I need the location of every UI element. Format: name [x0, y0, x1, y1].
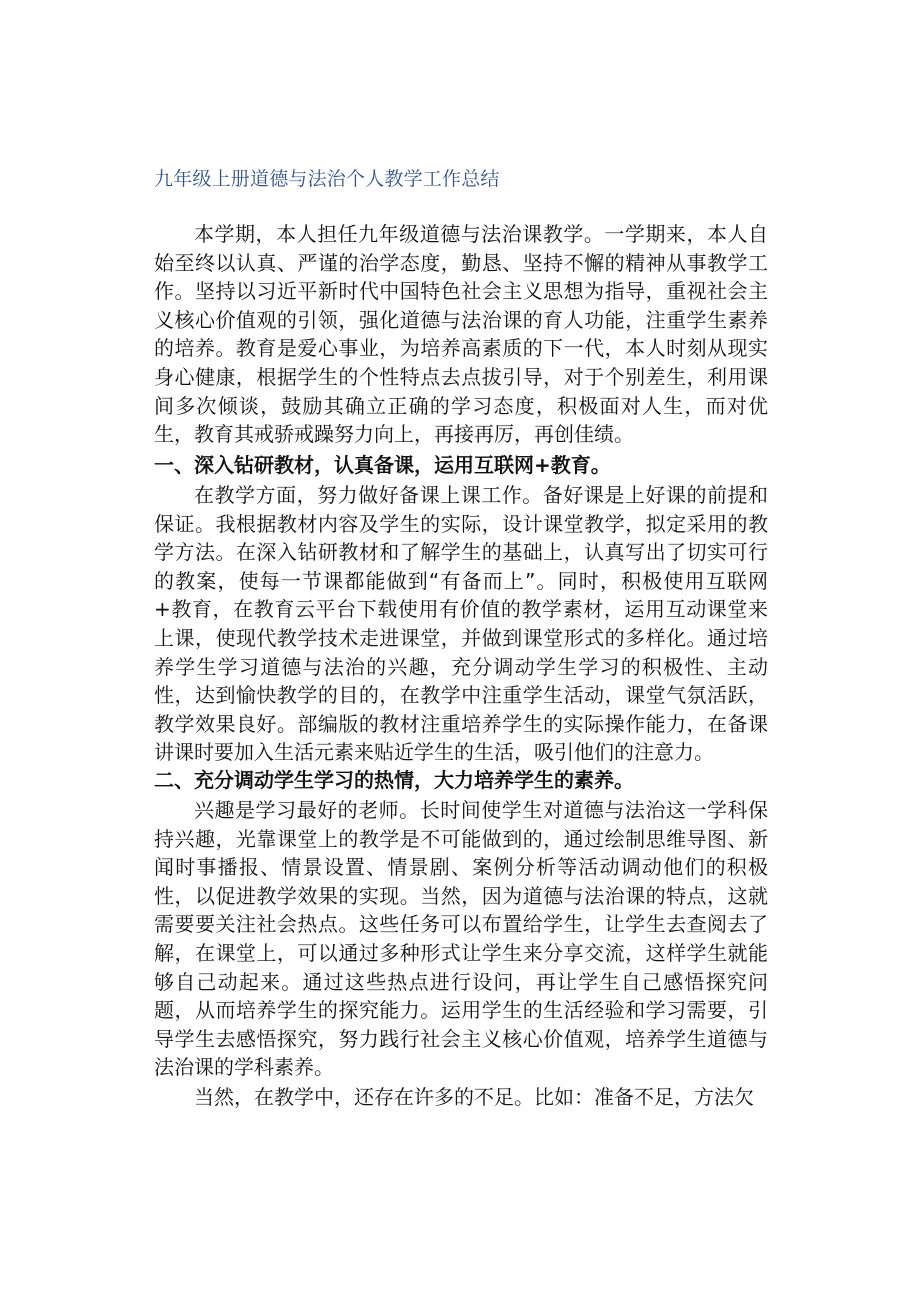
section-paragraph-1: 在教学方面，努力做好备课上课工作。备好课是上好课的前提和保证。我根据教材内容及学生的实际，设计课堂教学，拟定采用的教学方法。在深入钻研教材和了解学生的基础上，认真写出了切实可行的教案，使每一节课都能做到“有备而上”。同时，积极使用互联网+教育，在教育云平台下载使用有价值的教学素材，运用互动课堂来上课，使现代教学技术走进课堂，并做到课堂形式的多样化。通过培养学生学习道德与法治的兴趣，充分调动学生学习的积极性、主动性，达到愉快教学的目的，在教学中注重学生活动，课堂气氛活跃，教学效果良好。部编版的教材注重培养学生的实际操作能力，在备课讲课时要加入生活元素来贴近学生的生活，吸引他们的注意力。: [154, 483, 768, 765]
section-heading-2: 二、充分调动学生学习的热情，大力培养学生的素养。: [154, 768, 634, 792]
document-title: 九年级上册道德与法治个人教学工作总结: [154, 168, 500, 190]
intro-paragraph: 本学期，本人担任九年级道德与法治课教学。一学期来，本人自始至终以认真、严谨的治学态度，勤恳、坚持不懈的精神从事教学工作。坚持以习近平新时代中国特色社会主义思想为指导，重视社会主义核心价值观的引领，强化道德与法治课的育人功能，注重学生素养的培养。教育是爱心事业，为培养高素质的下一代，本人时刻从现实身心健康，根据学生的个性特点去点拔引导，对于个别差生，利用课间多次倾谈，鼓励其确立正确的学习态度，积极面对人生，而对优生，教育其戒骄戒躁努力向上，再接再厉，再创佳绩。: [154, 222, 768, 447]
closing-paragraph: 当然，在教学中，还存在许多的不足。比如：准备不足，方法欠: [194, 1085, 754, 1109]
section-heading-1: 一、深入钻研教材，认真备课，运用互联网+教育。: [154, 453, 611, 477]
section-paragraph-2: 兴趣是学习最好的老师。长时间使学生对道德与法治这一学科保持兴趣，光靠课堂上的教学是不可能做到的，通过绘制思维导图、新闻时事播报、情景设置、情景剧、案例分析等活动调动他们的积极性，以促进教学效果的实现。当然，因为道德与法治课的特点，这就需要要关注社会热点。这些任务可以布置给学生，让学生去查阅去了解，在课堂上，可以通过多种形式让学生来分享交流，这样学生就能够自己动起来。通过这些热点进行设问，再让学生自己感悟探究问题，从而培养学生的探究能力。运用学生的生活经验和学习需要，引导学生去感悟探究，努力践行社会主义核心价值观，培养学生道德与法治课的学科素养。: [154, 798, 768, 1080]
